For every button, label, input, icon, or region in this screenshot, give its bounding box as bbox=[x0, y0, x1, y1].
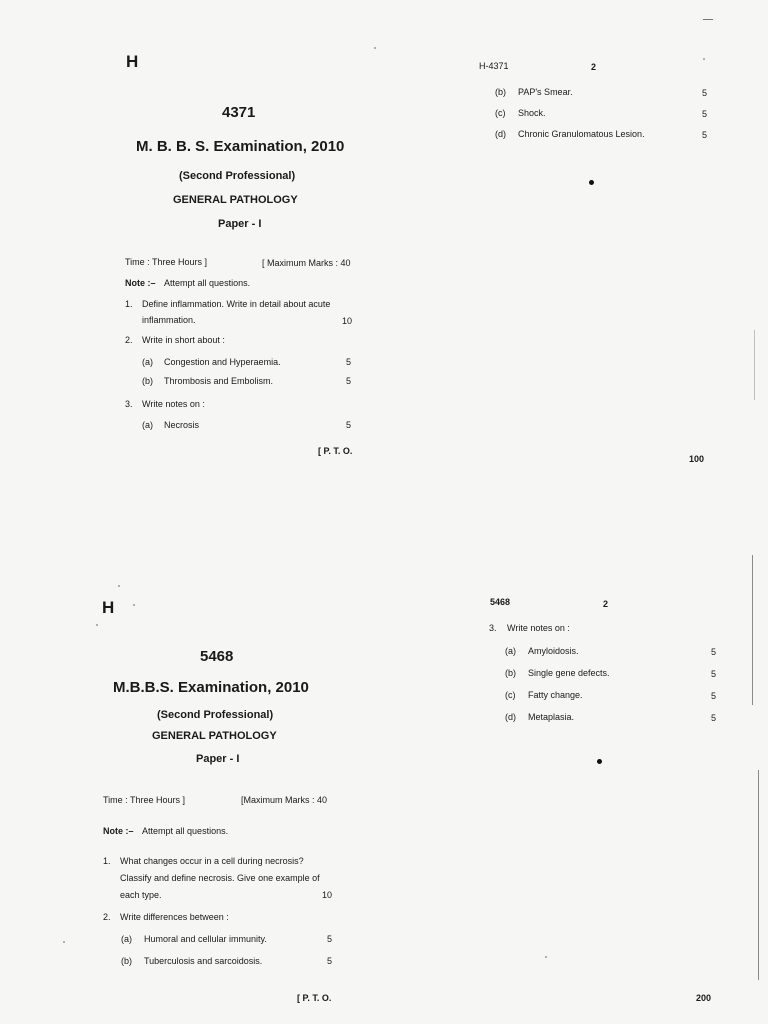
question-text: What changes occur in a cell during necrosis? bbox=[120, 856, 304, 866]
sub-question-marks: 5 bbox=[711, 647, 717, 657]
sub-question-text: Tuberculosis and sarcoidosis. bbox=[144, 956, 263, 966]
pto-marker: [ P. T. O. bbox=[297, 993, 332, 1003]
sub-question-marks: 5 bbox=[327, 934, 333, 944]
question-text: Write notes on : bbox=[142, 399, 205, 409]
scan-mark bbox=[703, 19, 713, 20]
scan-speck bbox=[118, 585, 120, 587]
sub-question-label: (a) bbox=[505, 646, 516, 656]
question-number: 2. bbox=[125, 335, 133, 345]
question-text: Classify and define necrosis. Give one example of bbox=[120, 873, 320, 883]
sub-question-text: PAP's Smear. bbox=[518, 87, 573, 97]
sub-question-marks: 5 bbox=[711, 669, 717, 679]
sub-question-marks: 5 bbox=[346, 376, 352, 386]
page-footer-number: 100 bbox=[689, 454, 705, 464]
sub-question-text: Metaplasia. bbox=[528, 712, 575, 722]
note-text: Attempt all questions. bbox=[164, 278, 251, 288]
page-number: 2 bbox=[591, 62, 597, 72]
sub-question-label: (b) bbox=[121, 956, 132, 966]
scan-speck bbox=[374, 47, 376, 49]
sub-question-marks: 5 bbox=[327, 956, 333, 966]
sub-question-text: Thrombosis and Embolism. bbox=[164, 376, 274, 386]
question-text: each type. bbox=[120, 890, 162, 900]
sub-question-marks: 5 bbox=[346, 420, 352, 430]
sub-question-text: Congestion and Hyperaemia. bbox=[164, 357, 281, 367]
sub-question-marks: 5 bbox=[702, 130, 708, 140]
question-text: Write notes on : bbox=[507, 623, 570, 633]
sub-question-marks: 5 bbox=[711, 713, 717, 723]
note-line bbox=[103, 826, 228, 836]
question-number: 1. bbox=[103, 856, 111, 866]
sub-question-text: Shock. bbox=[518, 108, 546, 118]
sub-question-label: (a) bbox=[121, 934, 132, 944]
question-number: 3. bbox=[489, 623, 497, 633]
sub-question-label: (b) bbox=[495, 87, 506, 97]
sub-question-text: Amyloidosis. bbox=[528, 646, 579, 656]
paper-code: 5468 bbox=[200, 648, 234, 665]
time-label: Time : Three Hours ] bbox=[103, 795, 186, 805]
scan-speck bbox=[63, 941, 65, 943]
note-label: Note :– bbox=[103, 826, 134, 836]
sub-question-marks: 5 bbox=[711, 691, 717, 701]
subject-heading: GENERAL PATHOLOGY bbox=[173, 194, 298, 206]
question-number: 2. bbox=[103, 912, 111, 922]
question-text: Define inflammation. Write in detail about acute bbox=[142, 299, 331, 309]
max-marks-label: [Maximum Marks : 40 bbox=[241, 795, 328, 805]
note-line bbox=[125, 278, 250, 288]
question-marks: 10 bbox=[342, 316, 353, 326]
scan-edge-line bbox=[758, 770, 759, 980]
time-label: Time : Three Hours ] bbox=[125, 257, 208, 267]
paper-number: Paper - I bbox=[218, 218, 262, 230]
sub-question-label: (b) bbox=[142, 376, 153, 386]
sub-question-text: Necrosis bbox=[164, 420, 200, 430]
paper-number: Paper - I bbox=[196, 753, 240, 765]
question-text: inflammation. bbox=[142, 315, 196, 325]
subject-heading: GENERAL PATHOLOGY bbox=[152, 730, 277, 742]
page-header-code: H-4371 bbox=[479, 61, 509, 71]
corner-letter: H bbox=[102, 598, 115, 617]
sub-question-label: (a) bbox=[142, 357, 153, 367]
scan-speck bbox=[96, 624, 98, 626]
sub-question-marks: 5 bbox=[702, 109, 708, 119]
sub-question-label: (a) bbox=[142, 420, 153, 430]
page-header-code: 5468 bbox=[490, 597, 511, 607]
scan-speck bbox=[133, 604, 135, 606]
max-marks-label: [ Maximum Marks : 40 bbox=[262, 258, 351, 268]
exam-title: M. B. B. S. Examination, 2010 bbox=[136, 138, 345, 155]
exam-subtitle: (Second Professional) bbox=[157, 709, 274, 721]
scan-speck bbox=[703, 58, 705, 60]
question-text: Write differences between : bbox=[120, 912, 229, 922]
corner-letter: H bbox=[126, 52, 139, 71]
note-text: Attempt all questions. bbox=[142, 826, 229, 836]
sub-question-text: Single gene defects. bbox=[528, 668, 610, 678]
exam-title: M.B.B.S. Examination, 2010 bbox=[113, 679, 309, 696]
sub-question-label: (d) bbox=[495, 129, 506, 139]
end-bullet bbox=[597, 759, 602, 764]
sub-question-label: (c) bbox=[505, 690, 516, 700]
exam-subtitle: (Second Professional) bbox=[179, 170, 296, 182]
scan-edge-line bbox=[752, 555, 753, 705]
paper-code: 4371 bbox=[222, 104, 256, 121]
question-marks: 10 bbox=[322, 890, 333, 900]
note-label: Note :– bbox=[125, 278, 156, 288]
sub-question-text: Fatty change. bbox=[528, 690, 583, 700]
scan-edge-line bbox=[754, 330, 755, 400]
sub-question-marks: 5 bbox=[346, 357, 352, 367]
page-footer-number: 200 bbox=[696, 993, 712, 1003]
scan-speck bbox=[545, 956, 547, 958]
question-number: 3. bbox=[125, 399, 133, 409]
end-bullet bbox=[589, 180, 594, 185]
sub-question-label: (c) bbox=[495, 108, 506, 118]
sub-question-text: Chronic Granulomatous Lesion. bbox=[518, 129, 645, 139]
page-number: 2 bbox=[603, 599, 609, 609]
pto-marker: [ P. T. O. bbox=[318, 446, 353, 456]
sub-question-label: (d) bbox=[505, 712, 516, 722]
question-text: Write in short about : bbox=[142, 335, 225, 345]
question-number: 1. bbox=[125, 299, 133, 309]
sub-question-marks: 5 bbox=[702, 88, 708, 98]
sub-question-text: Humoral and cellular immunity. bbox=[144, 934, 267, 944]
sub-question-label: (b) bbox=[505, 668, 516, 678]
